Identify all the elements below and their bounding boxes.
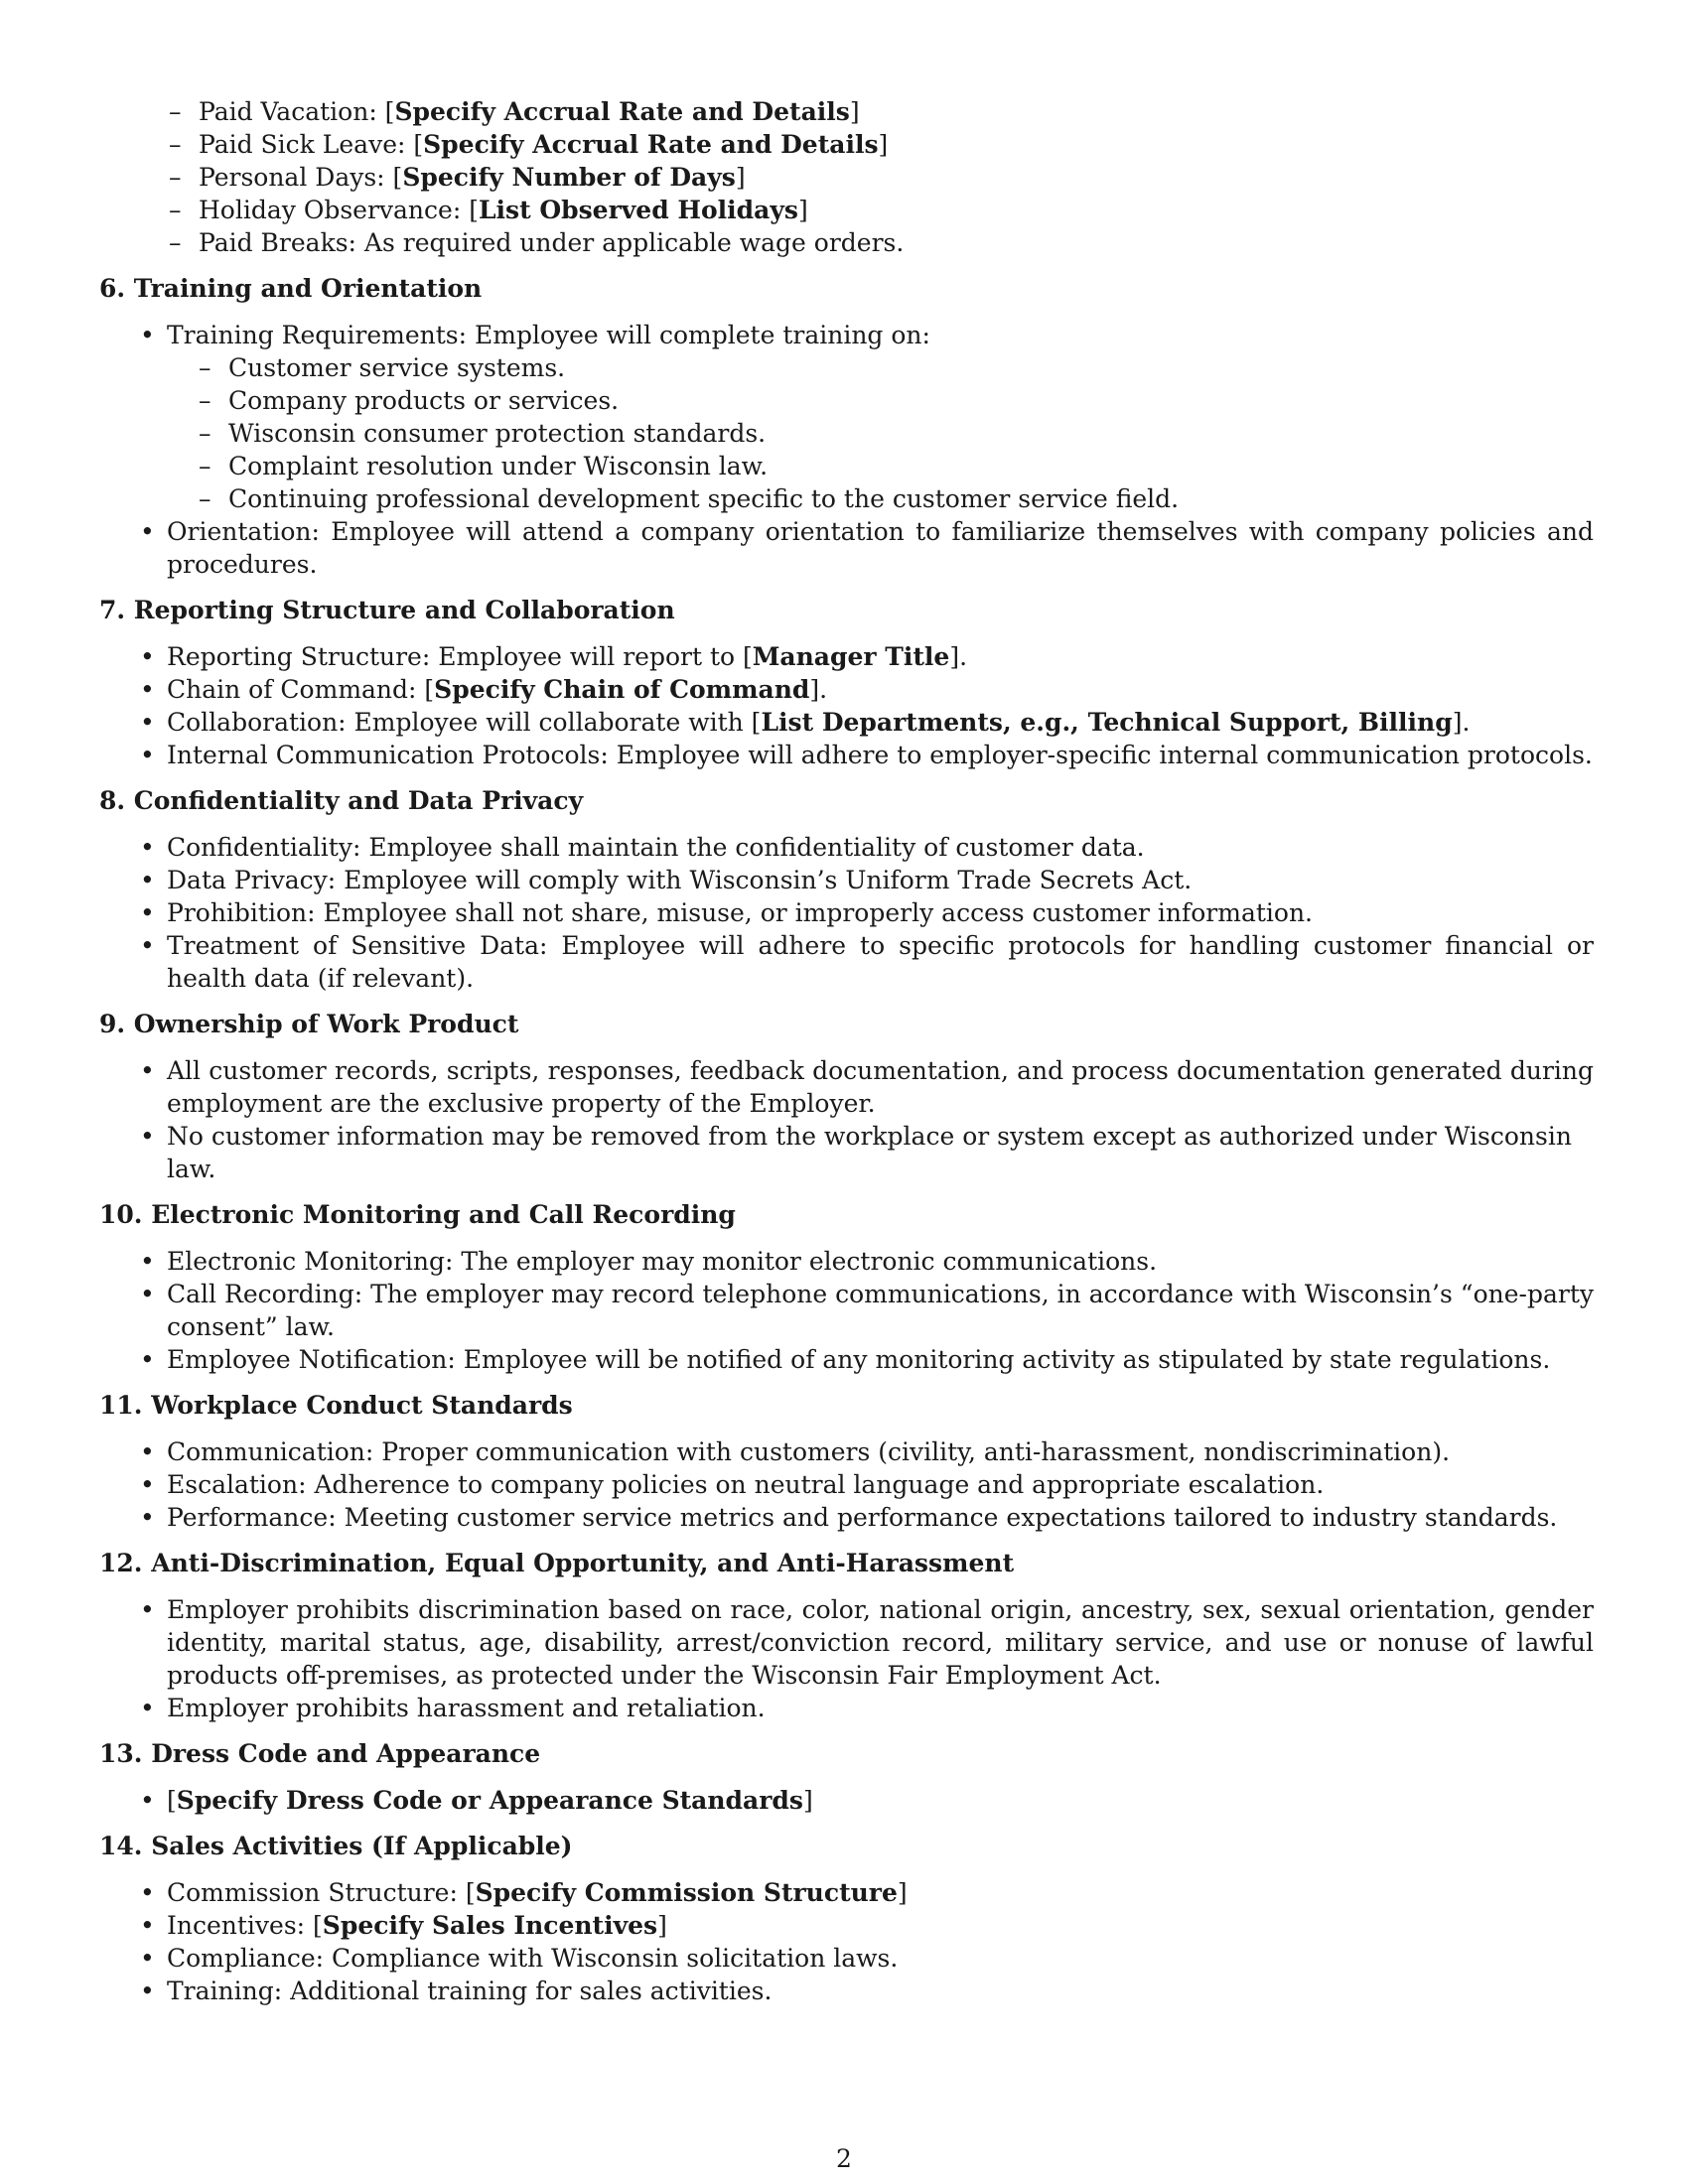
section-6 <box>99 259 1594 581</box>
section-heading: 14. Sales Activities (If Applicable) <box>99 1832 573 1860</box>
section-12 <box>99 1534 1594 1724</box>
list-item: – Paid Vacation: [Specify Accrual Rate and Details] <box>199 95 1594 128</box>
section-heading: 7. Reporting Structure and Collaboration <box>99 596 675 624</box>
list-item-text: Training Requirements: Employee will complete training on: <box>167 321 930 349</box>
section-8 <box>99 771 1594 995</box>
leave-benefits-list <box>99 95 1594 259</box>
section-10 <box>99 1185 1594 1376</box>
list-item: – Holiday Observance: [List Observed Holidays] <box>199 194 1594 226</box>
page-number: 2 <box>836 2144 852 2173</box>
bullet-list <box>99 1876 1594 2007</box>
bullet-list <box>99 1435 1594 1534</box>
list-item: • Incentives: [Specify Sales Incentives] <box>167 1909 1594 1942</box>
list-item: • Communication: Proper communication with customers (civility, anti-harassment, nondiscrimination). <box>167 1435 1594 1468</box>
section-heading: 10. Electronic Monitoring and Call Recording <box>99 1200 736 1229</box>
list-item: • Employer prohibits discrimination based on race, color, national origin, ancestry, sex, sexual orientation, gender identity, marital status, age, disability, arrest/conviction record, military service, and use or nonuse of lawful products off-premises, as protected under the Wisconsin Fair Employment Act. <box>167 1593 1594 1692</box>
section-heading: 6. Training and Orientation <box>99 274 483 303</box>
training-topics-list <box>167 351 1594 515</box>
list-item: • Call Recording: The employer may record telephone communications, in accordance with Wisconsin’s “one-party consent” law. <box>167 1278 1594 1343</box>
section-heading: 8. Confidentiality and Data Privacy <box>99 786 584 815</box>
section-13 <box>99 1724 1594 1817</box>
bullet-list <box>99 319 1594 581</box>
list-item: • Employer prohibits harassment and retaliation. <box>167 1692 1594 1724</box>
document-page <box>99 95 1594 2007</box>
list-item: – Customer service systems. <box>228 351 1594 384</box>
list-item: – Wisconsin consumer protection standards. <box>228 417 1594 450</box>
bullet-list <box>99 1054 1594 1185</box>
list-item <box>167 319 1594 515</box>
list-item: • Chain of Command: [Specify Chain of Command]. <box>167 673 1594 706</box>
bullet-list <box>99 640 1594 771</box>
list-item: – Company products or services. <box>228 384 1594 417</box>
list-item: • No customer information may be removed from the workplace or system except as authorized under Wisconsin law. <box>167 1120 1594 1185</box>
list-item: • Orientation: Employee will attend a company orientation to familiarize themselves with company policies and procedures. <box>167 515 1594 581</box>
list-item: • Compliance: Compliance with Wisconsin solicitation laws. <box>167 1942 1594 1975</box>
section-9 <box>99 995 1594 1185</box>
bullet-list <box>99 1593 1594 1724</box>
section-heading: 9. Ownership of Work Product <box>99 1010 519 1038</box>
section-heading: 12. Anti-Discrimination, Equal Opportunity, and Anti-Harassment <box>99 1549 1015 1577</box>
list-item: • Commission Structure: [Specify Commission Structure] <box>167 1876 1594 1909</box>
list-item: – Paid Breaks: As required under applicable wage orders. <box>199 226 1594 259</box>
bullet-list <box>99 1784 1594 1817</box>
list-item: • Treatment of Sensitive Data: Employee will adhere to specific protocols for handling customer financial or health data (if relevant). <box>167 929 1594 995</box>
list-item: – Continuing professional development specific to the customer service field. <box>228 482 1594 515</box>
list-item: • Collaboration: Employee will collaborate with [List Departments, e.g., Technical Support, Billing]. <box>167 706 1594 739</box>
list-item: • All customer records, scripts, responses, feedback documentation, and process documentation generated during employment are the exclusive property of the Employer. <box>167 1054 1594 1120</box>
bullet-list <box>99 1245 1594 1376</box>
list-item: – Complaint resolution under Wisconsin law. <box>228 450 1594 482</box>
list-item: • Electronic Monitoring: The employer may monitor electronic communications. <box>167 1245 1594 1278</box>
list-item: • Escalation: Adherence to company policies on neutral language and appropriate escalation. <box>167 1468 1594 1501</box>
list-item: • Internal Communication Protocols: Employee will adhere to employer-specific internal communication protocols. <box>167 739 1594 771</box>
section-11 <box>99 1376 1594 1534</box>
bullet-list <box>99 831 1594 995</box>
list-item: • Performance: Meeting customer service metrics and performance expectations tailored to industry standards. <box>167 1501 1594 1534</box>
section-7 <box>99 581 1594 771</box>
section-14 <box>99 1817 1594 2007</box>
list-item: • Prohibition: Employee shall not share, misuse, or improperly access customer information. <box>167 896 1594 929</box>
list-item: • Data Privacy: Employee will comply with Wisconsin’s Uniform Trade Secrets Act. <box>167 864 1594 896</box>
section-heading: 13. Dress Code and Appearance <box>99 1739 541 1768</box>
list-item: • [Specify Dress Code or Appearance Standards] <box>167 1784 1594 1817</box>
list-item: • Reporting Structure: Employee will report to [Manager Title]. <box>167 640 1594 673</box>
section-heading: 11. Workplace Conduct Standards <box>99 1391 573 1420</box>
list-item: – Paid Sick Leave: [Specify Accrual Rate and Details] <box>199 128 1594 161</box>
list-item: • Training: Additional training for sales activities. <box>167 1975 1594 2007</box>
list-item: • Confidentiality: Employee shall maintain the confidentiality of customer data. <box>167 831 1594 864</box>
list-item: – Personal Days: [Specify Number of Days] <box>199 161 1594 194</box>
list-item: • Employee Notification: Employee will be notified of any monitoring activity as stipulated by state regulations. <box>167 1343 1594 1376</box>
